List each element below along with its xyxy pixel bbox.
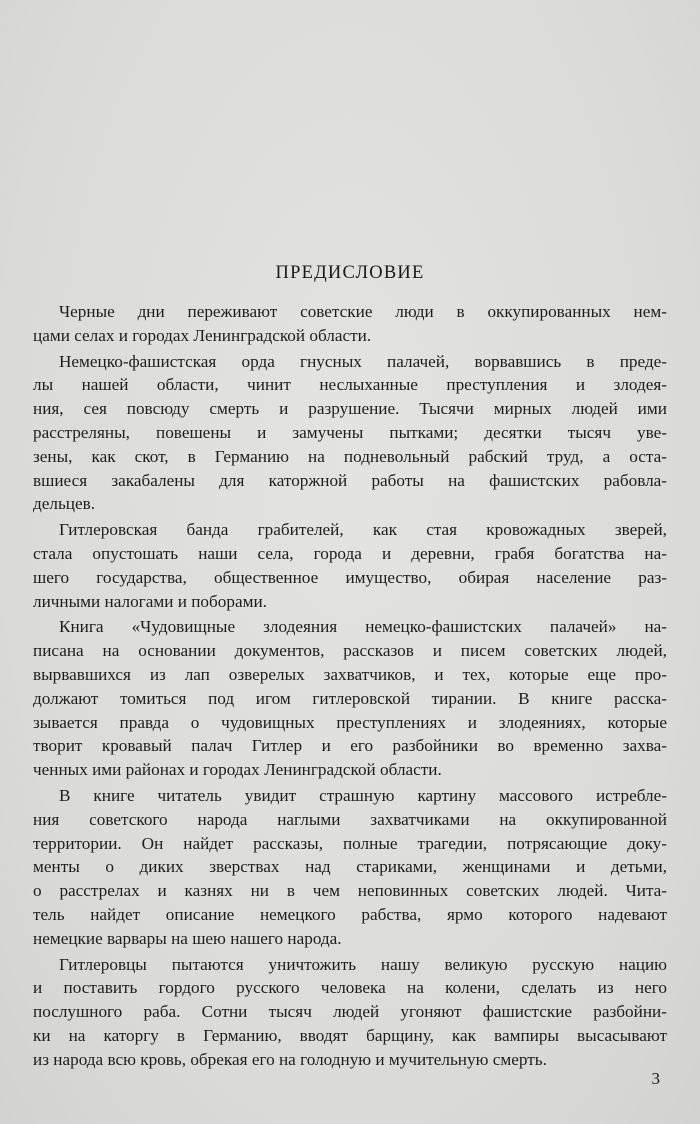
text-line: Черные дни переживают советские люди в оккупированных нем- (59, 302, 667, 321)
text-line: ния, сея повсюду смерть и разрушение. Тысячи мирных людей ими (33, 399, 667, 419)
text-line: Гитлеровцы пытаются уничтожить нашу великую русскую нацию (59, 954, 667, 974)
text-line: цами селах и городах Ленинградской области. (33, 325, 372, 345)
text-line: Гитлеровская банда грабителей, как стая кровожадных зверей, (59, 520, 667, 540)
text-line: шего государства, общественное имущество, обирая население раз- (33, 567, 668, 587)
text-line: послушного раба. Сотни тысяч людей угоняют фашистские разбойни- (33, 1002, 667, 1022)
text-line: должают томиться под игом гитлеровской тирании. В книге расска- (33, 688, 667, 708)
text-line: ченных ими районах и городах Ленинградской области. (33, 760, 442, 780)
text-line: вырвавшихся из лап озверелых захватчиков, и тех, которые еще про- (33, 664, 667, 684)
text-line: лы нашей области, чинит неслыханные преступления и злодея- (33, 375, 668, 395)
paragraph (33, 350, 667, 517)
paragraph (33, 784, 667, 951)
page-number: 3 (651, 1069, 660, 1088)
text-line: немецкие варвары на шею нашего народа. (33, 928, 342, 948)
text-line: тель найдет описание немецкого рабства, ярмо которого надевают (33, 904, 668, 924)
paragraph (33, 518, 667, 613)
text-line: В книге читатель увидит страшную картину массового истребле- (59, 785, 667, 805)
paragraph (33, 300, 667, 348)
paragraph (33, 615, 667, 782)
text-line: Книга «Чудовищные злодеяния немецко-фашистских палачей» на- (59, 617, 668, 637)
text-line: расстреляны, повешены и замучены пытками; десятки тысяч уве- (33, 422, 667, 442)
text-line: ния советского народа наглыми захватчиками на оккупированной (33, 809, 667, 829)
text-line: вшиеся закабалены для каторжной работы на фашистских рабовла- (33, 470, 668, 490)
text-line: зены, как скот, в Германию на подневольный рабский труд, а оста- (33, 446, 667, 466)
text-line: менты о диких зверствах над стариками, женщинами и детьми, (33, 857, 667, 877)
body-text (33, 300, 667, 1074)
text-line: территории. Он найдет рассказы, полные трагедии, потрясающие доку- (33, 833, 667, 853)
text-line: личными налогами и поборами. (33, 591, 267, 611)
page-title: ПРЕДИСЛОВИЕ (275, 263, 425, 283)
text-line: из народа всю кровь, обрекая его на голодную и мучительную смерть. (33, 1049, 547, 1069)
text-line: дельцев. (33, 494, 96, 514)
text-line: ки на каторгу в Германию, вводят барщину, как вампиры высасывают (33, 1025, 667, 1045)
text-line: и поставить гордого русского человека на колени, сделать из него (33, 978, 667, 998)
text-line: о расстрелах и казнях ни в чем неповинных советских людей. Чита- (33, 881, 668, 901)
text-line: Немецко-фашистская орда гнусных палачей, ворвавшись в преде- (59, 351, 667, 371)
text-line: стала опустошать наши села, города и деревни, грабя богатства на- (33, 543, 667, 563)
text-line: писана на основании документов, рассказов и писем советских людей, (33, 641, 667, 661)
text-line: зывается правда о чудовищных преступлениях и злодеяниях, которые (33, 712, 667, 732)
paragraph (33, 953, 667, 1072)
text-line: творит кровавый палач Гитлер и его разбойники во временно захва- (33, 736, 667, 756)
